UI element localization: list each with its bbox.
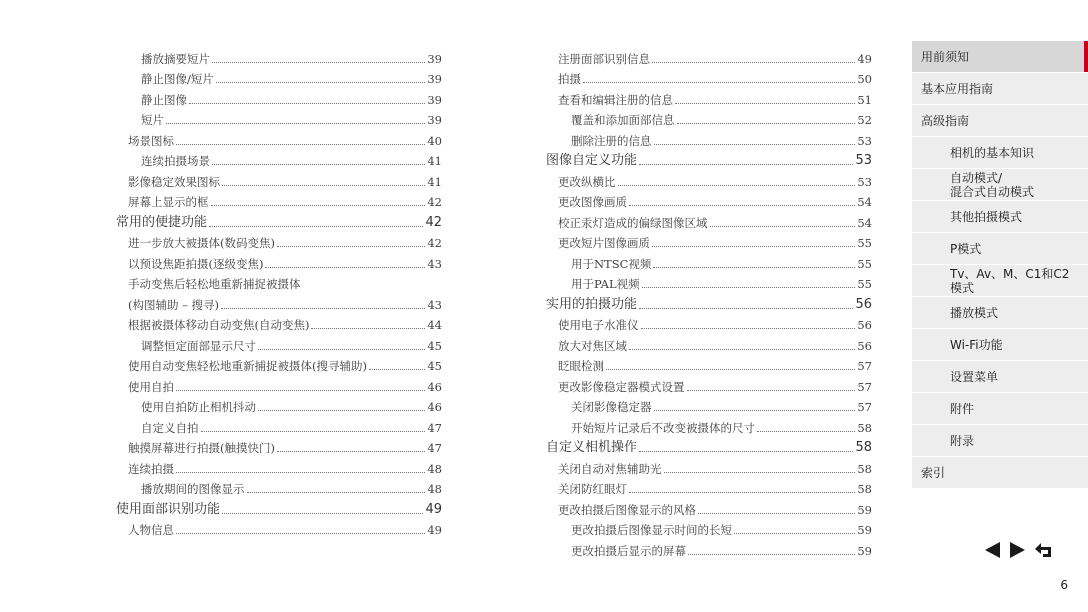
triangle-right-icon <box>1008 541 1028 559</box>
toc-entry-page: 58 <box>857 461 872 476</box>
toc-entry-title: 放大对焦区域 <box>558 338 627 353</box>
toc-entry-page: 59 <box>857 502 872 517</box>
sidebar-tab[interactable] <box>912 296 1088 328</box>
toc-entry-title: 眨眼检测 <box>558 359 604 373</box>
toc-leader-dots <box>201 431 426 432</box>
toc-entry[interactable] <box>546 457 872 478</box>
toc-leader-dots <box>222 513 423 514</box>
sidebar-nav <box>912 40 1088 488</box>
toc-column-left <box>116 47 442 539</box>
toc-entry-title: 播放摘要短片 <box>141 51 210 66</box>
toc-entry-page: 54 <box>857 195 872 209</box>
toc-entry-page: 49 <box>425 501 442 517</box>
toc-leader-dots <box>652 246 855 247</box>
toc-leader-dots <box>166 123 425 124</box>
toc-entry-title: (构图辅助 – 搜寻) <box>128 297 220 312</box>
toc-entry-title: 连续拍摄 <box>128 461 174 476</box>
toc-entry-page: 43 <box>427 256 442 271</box>
prev-page-button[interactable] <box>981 540 1003 560</box>
toc-entry[interactable] <box>546 355 872 376</box>
toc-entry-title: 使用自拍 <box>128 379 174 394</box>
sidebar-tab[interactable] <box>912 40 1088 72</box>
toc-entry[interactable] <box>546 539 872 560</box>
toc-entry-page: 57 <box>857 400 872 414</box>
page-number: 6 <box>1060 578 1068 592</box>
toc-entry[interactable] <box>546 232 872 253</box>
toc-leader-dots <box>222 185 425 186</box>
toc-entry-title: 根据被摄体移动自动变焦(自动变焦) <box>128 318 310 332</box>
toc-entry[interactable] <box>116 457 442 478</box>
toc-entry-page: 57 <box>857 359 872 373</box>
toc-entry-page: 47 <box>427 420 442 435</box>
toc-entry[interactable] <box>116 211 442 232</box>
toc-entry-page: 40 <box>427 133 442 148</box>
toc-entry-page: 43 <box>427 297 442 312</box>
toc-entry-page: 39 <box>427 113 442 127</box>
toc-entry-title: 场景图标 <box>128 133 174 148</box>
toc-entry-title: 影像稳定效果图标 <box>128 174 220 189</box>
sidebar-tab[interactable] <box>912 168 1088 200</box>
toc-entry[interactable] <box>546 129 872 150</box>
toc-leader-dots <box>209 226 423 227</box>
toc-leader-dots <box>212 164 425 165</box>
toc-entry[interactable] <box>546 334 872 355</box>
sidebar-tab[interactable] <box>912 264 1088 296</box>
toc-entry-title: 更改短片图像画质 <box>558 236 650 250</box>
toc-leader-dots <box>216 82 425 83</box>
toc-leader-dots <box>688 554 855 555</box>
sidebar-tab-label: Tv、Av、M、C1和C2 模式 <box>950 266 1070 295</box>
toc-leader-dots <box>629 349 855 350</box>
toc-entry[interactable] <box>546 191 872 212</box>
toc-leader-dots <box>265 267 425 268</box>
toc-entry-page: 42 <box>427 236 442 250</box>
toc-leader-dots <box>710 226 856 227</box>
toc-leader-dots <box>176 533 425 534</box>
toc-leader-dots <box>277 246 425 247</box>
toc-leader-dots <box>176 390 425 391</box>
toc-entry[interactable] <box>116 314 442 335</box>
toc-entry[interactable] <box>546 170 872 191</box>
sidebar-tab-label: 附录 <box>950 434 975 448</box>
toc-entry-page: 44 <box>427 318 442 332</box>
sidebar-tab-label: 高级指南 <box>921 114 970 128</box>
toc-entry-page: 41 <box>427 174 442 189</box>
toc-entry-title: 更改影像稳定器模式设置 <box>558 379 685 394</box>
toc-entry-page: 39 <box>427 92 442 107</box>
sidebar-tab[interactable] <box>912 232 1088 264</box>
toc-entry-page: 52 <box>857 113 872 127</box>
toc-entry-page: 51 <box>857 92 872 107</box>
toc-entry-page: 49 <box>857 51 872 66</box>
toc-entry-title: 更改拍摄后图像显示的风格 <box>558 502 696 517</box>
toc-entry[interactable] <box>116 232 442 253</box>
toc-leader-dots <box>189 103 425 104</box>
toc-entry-title: 关闭防红眼灯 <box>558 482 627 496</box>
sidebar-tab-label: 索引 <box>921 466 946 480</box>
toc-entry-page: 59 <box>857 543 872 558</box>
toc-entry[interactable] <box>546 68 872 89</box>
sidebar-tab[interactable] <box>912 200 1088 232</box>
sidebar-tab-label: 相机的基本知识 <box>950 146 1035 160</box>
toc-entry[interactable] <box>116 150 442 171</box>
toc-leader-dots <box>629 492 855 493</box>
toc-entry-title: 覆盖和添加面部信息 <box>571 113 675 127</box>
toc-leader-dots <box>675 103 855 104</box>
toc-leader-dots <box>641 328 856 329</box>
toc-entry-page: 53 <box>857 133 872 148</box>
toc-entry[interactable] <box>116 47 442 68</box>
toc-entry-page: 57 <box>857 379 872 394</box>
toc-entry-page: 46 <box>427 400 442 414</box>
toc-leader-dots <box>652 62 855 63</box>
toc-entry[interactable] <box>116 396 442 417</box>
toc-entry-title: 更改纵横比 <box>558 174 616 189</box>
toc-entry[interactable] <box>546 293 872 314</box>
toc-entry[interactable] <box>116 478 442 499</box>
sidebar-tab[interactable] <box>912 456 1088 488</box>
toc-entry-title: 播放期间的图像显示 <box>141 482 245 496</box>
toc-entry-page: 39 <box>427 72 442 86</box>
sidebar-tab[interactable] <box>912 72 1088 104</box>
toc-entry-title: 用于NTSC视频 <box>571 256 652 271</box>
sidebar-tab-label: Wi-Fi功能 <box>950 338 1003 352</box>
toc-entry-page: 56 <box>857 338 872 353</box>
toc-entry-title: 更改拍摄后显示的屏幕 <box>571 543 686 558</box>
toc-leader-dots <box>221 308 425 309</box>
toc-leader-dots <box>311 328 425 329</box>
toc-leader-dots <box>176 472 425 473</box>
sidebar-tab[interactable] <box>912 328 1088 360</box>
toc-leader-dots <box>258 349 425 350</box>
sidebar-tab-label: 设置菜单 <box>950 370 999 384</box>
toc-entry-title: 更改图像画质 <box>558 195 627 209</box>
toc-entry[interactable] <box>116 109 442 130</box>
toc-entry-page: 48 <box>427 461 442 476</box>
toc-entry-title: 手动变焦后轻松地重新捕捉被摄体 <box>128 277 301 291</box>
toc-leader-dots <box>653 267 855 268</box>
toc-leader-dots <box>677 123 856 124</box>
toc-leader-dots <box>734 533 855 534</box>
toc-leader-dots <box>212 62 425 63</box>
toc-leader-dots <box>687 390 856 391</box>
toc-leader-dots <box>757 431 855 432</box>
sidebar-tab[interactable] <box>912 360 1088 392</box>
toc-leader-dots <box>247 492 426 493</box>
toc-entry-title: 实用的拍摄功能 <box>546 296 638 312</box>
sidebar-tab[interactable] <box>912 392 1088 424</box>
toc-entry-page: 58 <box>857 482 872 496</box>
toc-entry-title: 连续拍摄场景 <box>141 154 210 168</box>
return-arrow-icon <box>1033 540 1055 560</box>
toc-entry-title: 使用自拍防止相机抖动 <box>141 400 256 414</box>
toc-entry[interactable] <box>116 437 442 458</box>
toc-entry-title: 更改拍摄后图像显示时间的长短 <box>571 523 732 537</box>
toc-leader-dots <box>606 369 855 370</box>
toc-entry[interactable] <box>546 519 872 540</box>
sidebar-tab[interactable] <box>912 424 1088 456</box>
toc-leader-dots <box>176 144 425 145</box>
toc-leader-dots <box>629 205 855 206</box>
toc-entry-title: 用于PAL视频 <box>571 277 640 291</box>
sidebar-tab-label: 用前须知 <box>921 50 970 64</box>
toc-entry-page: 54 <box>857 215 872 230</box>
toc-entry[interactable] <box>546 314 872 335</box>
page-navigation <box>981 540 1055 560</box>
toc-entry[interactable] <box>546 47 872 68</box>
toc-leader-dots <box>639 451 853 452</box>
toc-entry[interactable] <box>116 273 442 294</box>
toc-entry-page: 55 <box>857 277 872 291</box>
toc-entry[interactable] <box>116 68 442 89</box>
return-button[interactable] <box>1033 540 1055 560</box>
toc-entry-page: 47 <box>427 441 442 455</box>
toc-entry[interactable] <box>116 334 442 355</box>
toc-entry-page: 55 <box>857 256 872 271</box>
toc-entry-title: 自定义自拍 <box>141 420 199 435</box>
toc-entry[interactable] <box>116 355 442 376</box>
triangle-left-icon <box>982 541 1002 559</box>
toc-entry-title: 屏幕上显示的框 <box>128 195 209 209</box>
toc-entry-page: 46 <box>427 379 442 394</box>
toc-leader-dots <box>211 205 426 206</box>
toc-leader-dots <box>583 82 855 83</box>
sidebar-tab-label: 基本应用指南 <box>921 82 994 96</box>
sidebar-tab-label: P模式 <box>950 242 982 256</box>
sidebar-tab-label: 自动模式/ 混合式自动模式 <box>950 170 1035 199</box>
sidebar-tab[interactable] <box>912 136 1088 168</box>
toc-entry[interactable] <box>546 252 872 273</box>
toc-entry[interactable] <box>116 375 442 396</box>
toc-leader-dots <box>258 410 425 411</box>
toc-entry-title: 进一步放大被摄体(数码变焦) <box>128 236 275 250</box>
toc-entry-title: 关闭自动对焦辅助光 <box>558 461 662 476</box>
toc-entry[interactable] <box>546 396 872 417</box>
toc-entry-page: 48 <box>427 482 442 496</box>
toc-entry-page: 45 <box>427 359 442 373</box>
toc-leader-dots <box>277 451 425 452</box>
toc-entry[interactable] <box>116 252 442 273</box>
toc-entry[interactable] <box>116 519 442 540</box>
toc-leader-dots <box>639 308 853 309</box>
toc-leader-dots <box>639 164 853 165</box>
toc-leader-dots <box>664 472 856 473</box>
toc-entry-page: 58 <box>857 420 872 435</box>
toc-leader-dots <box>642 287 856 288</box>
toc-entry[interactable] <box>116 416 442 437</box>
toc-leader-dots <box>369 369 425 370</box>
toc-entry-page: 53 <box>857 174 872 189</box>
toc-entry[interactable] <box>116 498 442 519</box>
toc-entry-title: 常用的便捷功能 <box>116 214 208 230</box>
toc-entry-page: 42 <box>427 195 442 209</box>
sidebar-tab-label: 播放模式 <box>950 306 999 320</box>
toc-entry[interactable] <box>116 191 442 212</box>
toc-entry-page: 42 <box>425 214 442 230</box>
sidebar-tab-label: 附件 <box>950 402 975 416</box>
toc-entry-title: 图像自定义功能 <box>546 153 638 168</box>
toc-entry[interactable] <box>546 88 872 109</box>
toc-leader-dots <box>654 410 856 411</box>
toc-entry-page: 41 <box>427 154 442 168</box>
toc-entry-title: 人物信息 <box>128 523 174 537</box>
toc-leader-dots <box>698 513 855 514</box>
toc-entry-title: 静止图像 <box>141 92 187 107</box>
toc-entry-page: 59 <box>857 523 872 537</box>
toc-entry[interactable] <box>116 129 442 150</box>
toc-entry[interactable] <box>546 437 872 458</box>
toc-entry[interactable] <box>546 498 872 519</box>
toc-entry[interactable] <box>546 416 872 437</box>
toc-entry[interactable] <box>546 109 872 130</box>
toc-entry-title: 静止图像/短片 <box>141 72 214 86</box>
sidebar-tab[interactable] <box>912 104 1088 136</box>
toc-entry-title: 触摸屏幕进行拍摄(触摸快门) <box>128 441 275 455</box>
next-page-button[interactable] <box>1007 540 1029 560</box>
toc-entry-title: 自定义相机操作 <box>546 440 638 455</box>
toc-entry-page: 50 <box>857 72 872 86</box>
toc-entry-title: 使用自动变焦轻松地重新捕捉被摄体(搜寻辅助) <box>128 359 367 373</box>
toc-entry-page: 53 <box>855 153 872 168</box>
toc-entry-title: 开始短片记录后不改变被摄体的尺寸 <box>571 420 755 435</box>
toc-entry[interactable] <box>546 478 872 499</box>
toc-entry[interactable] <box>546 150 872 171</box>
toc-entry-title: 短片 <box>141 113 164 127</box>
toc-entry-page: 55 <box>857 236 872 250</box>
toc-entry-title: 注册面部识别信息 <box>558 51 650 66</box>
toc-entry[interactable] <box>546 375 872 396</box>
toc-entry-title: 以预设焦距拍摄(逐级变焦) <box>128 256 264 271</box>
toc-leader-dots <box>654 144 856 145</box>
toc-entry-title: 使用面部识别功能 <box>116 501 221 517</box>
toc-leader-dots <box>618 185 856 186</box>
toc-entry-title: 拍摄 <box>558 72 581 86</box>
toc-entry-page: 39 <box>427 51 442 66</box>
toc-entry-page: 56 <box>857 318 872 332</box>
toc-entry-title: 查看和编辑注册的信息 <box>558 92 673 107</box>
toc-entry-page: 56 <box>855 296 872 312</box>
toc-entry[interactable] <box>116 293 442 314</box>
toc-column-right <box>546 47 872 560</box>
toc-entry-page: 49 <box>427 523 442 537</box>
toc-entry[interactable] <box>546 273 872 294</box>
toc-entry-title: 使用电子水准仪 <box>558 318 639 332</box>
toc-entry-title: 关闭影像稳定器 <box>571 400 652 414</box>
sidebar-tab-label: 其他拍摄模式 <box>950 210 1023 224</box>
toc-entry-page: 58 <box>855 440 872 455</box>
toc-entry-title: 删除注册的信息 <box>571 133 652 148</box>
toc-entry-title: 校正汞灯造成的偏绿图像区域 <box>558 215 708 230</box>
toc-entry[interactable] <box>546 211 872 232</box>
toc-entry[interactable] <box>116 88 442 109</box>
toc-entry[interactable] <box>116 170 442 191</box>
toc-entry-title: 调整恒定面部显示尺寸 <box>141 338 256 353</box>
toc-entry-page: 45 <box>427 338 442 353</box>
